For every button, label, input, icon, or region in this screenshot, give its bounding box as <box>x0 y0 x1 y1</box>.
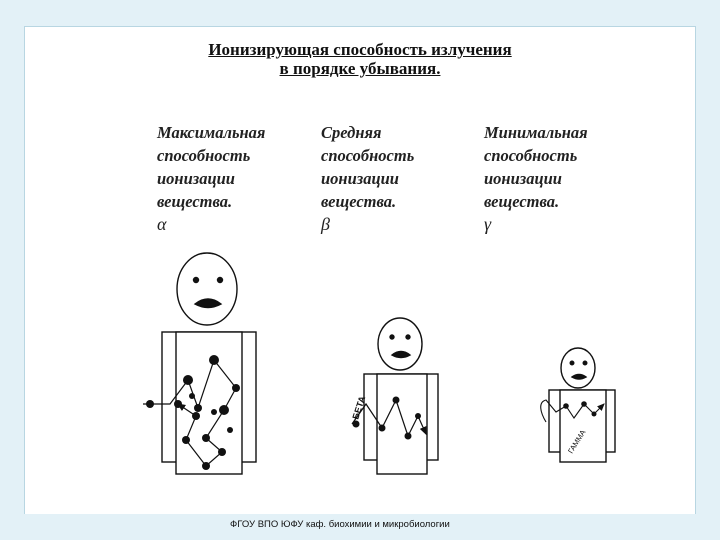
column-beta-line-1: Средняя <box>321 123 382 142</box>
gamma-mouth <box>572 375 586 380</box>
title-line-1: Ионизирующая способность излучения <box>208 40 512 59</box>
column-alpha-line-2: способность <box>157 146 251 165</box>
beta-symbol: β <box>321 214 330 234</box>
gamma-symbol: γ <box>484 214 492 234</box>
column-gamma-line-1: Минимальная <box>484 123 588 142</box>
column-gamma-line-2: способность <box>484 146 578 165</box>
column-alpha-line-3: ионизации <box>157 169 235 188</box>
column-beta-line-4: вещества. <box>321 192 397 211</box>
beta-left-eye <box>390 335 394 339</box>
column-gamma-line-4: вещества. <box>484 192 560 211</box>
gamma-right-eye <box>583 361 587 365</box>
footer-text: ФГОУ ВПО ЮФУ каф. биохимии и микробиологии <box>230 519 450 530</box>
gamma-figure <box>541 348 615 462</box>
alpha-figure-head <box>177 253 237 325</box>
gamma-left-eye <box>570 361 574 365</box>
gamma-figure-head <box>561 348 595 388</box>
alpha-right-eye <box>218 278 223 283</box>
beta-right-eye <box>406 335 410 339</box>
alpha-figure <box>143 253 256 474</box>
beta-figure <box>350 318 438 474</box>
alpha-left-eye <box>194 278 199 283</box>
column-alpha-line-4: вещества. <box>157 192 233 211</box>
beta-mouth <box>392 352 410 358</box>
alpha-body <box>176 332 242 474</box>
beta-figure-head <box>378 318 422 370</box>
beta-label: БЕТА <box>350 394 368 421</box>
column-beta-line-3: ионизации <box>321 169 399 188</box>
column-beta-line-2: способность <box>321 146 415 165</box>
column-alpha-line-1: Максимальная <box>157 123 266 142</box>
alpha-symbol: α <box>157 214 167 234</box>
column-gamma-line-3: ионизации <box>484 169 562 188</box>
gamma-label: ГАММА <box>566 428 588 456</box>
title-line-2: в порядке убывания. <box>279 59 441 78</box>
alpha-mouth <box>195 299 221 308</box>
